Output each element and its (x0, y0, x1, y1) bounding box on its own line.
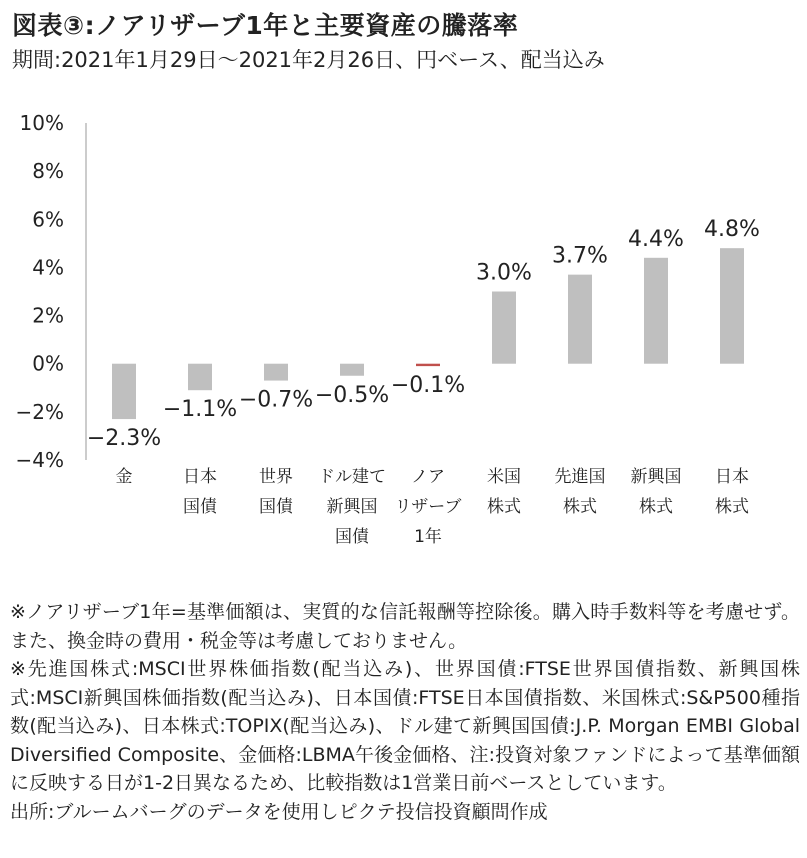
category-label: 国債 (259, 497, 293, 517)
data-label: −2.3% (86, 426, 162, 452)
category-label: 日本 (715, 467, 749, 487)
y-tick-label: 4% (32, 255, 64, 280)
bar (644, 258, 668, 364)
bar (188, 364, 212, 390)
data-label: −0.1% (390, 373, 466, 399)
category-label: 株式 (487, 497, 521, 517)
category-label: 新興国 (326, 497, 378, 517)
y-tick-label: 2% (32, 303, 64, 328)
data-label: −0.7% (238, 387, 314, 413)
y-tick-label: 6% (32, 207, 64, 232)
data-label: −1.1% (162, 397, 238, 423)
category-label: 世界 (259, 467, 293, 487)
bar (264, 364, 288, 381)
category-label: 金 (115, 467, 133, 487)
bar (492, 292, 516, 364)
category-label: 株式 (639, 497, 673, 517)
bar (568, 275, 592, 364)
y-tick-label: 8% (32, 159, 64, 184)
bar (720, 248, 744, 364)
footnote-nav: ※ノアリザーブ1年=基準価額は、実質的な信託報酬等控除後。購入時手数料等を考慮せず。また、換金時の費用・税金等は考慮しておりません。 (10, 601, 800, 652)
data-label: 3.7% (552, 243, 608, 269)
bar (112, 364, 136, 419)
footnote-source: 出所:ブルームバーグのデータを使用しピクテ投信投資顧問作成 (10, 800, 548, 823)
data-label: 4.4% (628, 226, 684, 252)
footnotes (10, 598, 800, 826)
category-label: 新興国 (630, 467, 682, 487)
data-label: 3.0% (476, 260, 532, 286)
category-label: 先進国 (554, 467, 606, 487)
category-label: 株式 (715, 497, 749, 517)
category-label: 1年 (414, 527, 442, 547)
category-label: 株式 (563, 497, 597, 517)
category-label: ノア (411, 467, 445, 487)
category-label: 国債 (183, 497, 217, 517)
category-label: ドル建て (318, 467, 386, 487)
data-label: −0.5% (314, 382, 390, 408)
y-tick-label: −2% (15, 399, 64, 424)
category-label: 米国 (487, 467, 521, 487)
data-label: 4.8% (704, 217, 760, 243)
chart-title: 図表③:ノアリザーブ1年と主要資産の騰落率 (12, 11, 519, 40)
bar (416, 364, 440, 366)
y-tick-label: 0% (32, 351, 64, 376)
category-label: 国債 (335, 527, 369, 547)
category-label: 日本 (183, 467, 217, 487)
bar (340, 364, 364, 376)
chart-subtitle: 期間:2021年1月29日～2021年2月26日、円ベース、配当込み (12, 48, 605, 72)
y-tick-label: 10% (19, 111, 64, 135)
y-tick-label: −4% (15, 448, 64, 472)
bar-chart (0, 90, 807, 590)
footnote-indices: ※先進国株式:MSCI世界株価指数(配当込み)、世界国債:FTSE世界国債指数、新興国株式:MSCI新興国株価指数(配当込み)、日本国債:FTSE日本国債指数、米国株式:S&P500種指数(配当込み)、日本株式:TOPIX(配当込み)、ドル建て新興国国債:J.P. Morgan EMBI Global Diversified Composite、金価格:LBMA午後金価格、注:投資対象ファンドによって基準価額に反映する日が1-2日異なるため、比較指数は1営業日前ベースとしています。 (10, 658, 800, 794)
category-label: リザーブ (394, 497, 462, 517)
